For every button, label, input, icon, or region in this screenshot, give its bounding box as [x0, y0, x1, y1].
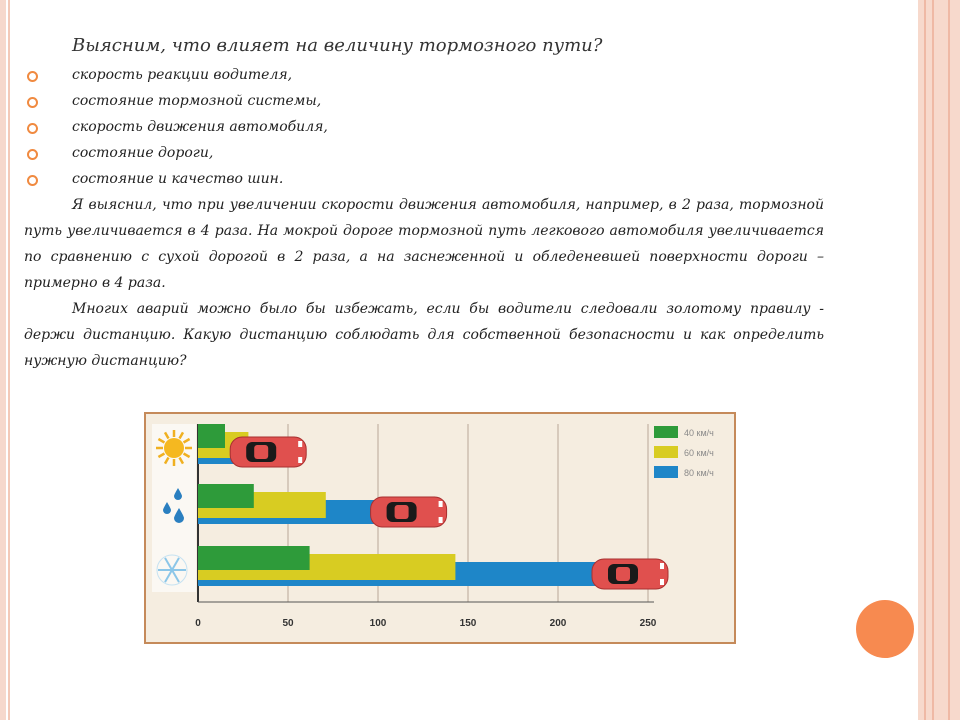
factor-list: [24, 62, 824, 192]
legend-label: 40 км/ч: [684, 428, 714, 438]
x-tick-label: 0: [195, 618, 201, 629]
car-icon: [371, 497, 447, 527]
list-item: состояние тормозной системы,: [24, 88, 824, 114]
chart-svg: [144, 412, 736, 644]
left-frame-stripe: [8, 0, 10, 720]
list-item: состояние дороги,: [24, 140, 824, 166]
car-icon: [230, 437, 306, 467]
legend-swatch: [654, 426, 678, 438]
legend-label: 80 км/ч: [684, 468, 714, 478]
x-tick-label: 200: [549, 618, 567, 629]
bullet-circle-icon: [27, 175, 38, 186]
bullet-circle-icon: [27, 123, 38, 134]
right-frame-border: [918, 0, 960, 720]
left-frame-border: [0, 0, 6, 720]
paragraph-keep-distance: Многих аварий можно было бы избежать, если бы водители следовали золотому правилу - держи дистанцию. Какую дистанцию соблюдать для собственной безопасности и как определить нужную дистанцию?: [24, 301, 824, 369]
bar-40kmh: [198, 546, 310, 570]
bullet-circle-icon: [27, 71, 38, 82]
legend-swatch: [654, 446, 678, 458]
list-item: скорость движения автомобиля,: [24, 114, 824, 140]
chart-legend: [654, 426, 714, 478]
braking-distance-chart: [144, 412, 736, 644]
x-tick-label: 150: [459, 618, 477, 629]
bullet-circle-icon: [27, 97, 38, 108]
slide-heading: Выясним, что влияет на величину тормозного пути?: [72, 35, 603, 56]
bar-40kmh: [198, 424, 225, 448]
paragraph-braking-findings: Я выяснил, что при увеличении скорости движения автомобиля, например, в 2 раза, тормозной путь увеличивается в 4 раза. На мокрой дороге тормозной путь легкового автомобиля увеличивается по сравнению с сухой дорогой в 2 раза, а на заснеженной и обледеневшей поверхности дороги – примерно в 4 раза.: [24, 197, 824, 291]
bullet-circle-icon: [27, 149, 38, 160]
decorative-orange-circle: [856, 600, 914, 658]
bar-40kmh: [198, 484, 254, 508]
x-tick-label: 50: [282, 618, 294, 629]
list-item: состояние и качество шин.: [24, 166, 824, 192]
legend-label: 60 км/ч: [684, 448, 714, 458]
list-item: скорость реакции водителя,: [24, 62, 824, 88]
legend-swatch: [654, 466, 678, 478]
car-icon: [592, 559, 668, 589]
x-tick-label: 100: [369, 618, 387, 629]
x-tick-label: 250: [639, 618, 657, 629]
slide-content: [24, 30, 824, 374]
